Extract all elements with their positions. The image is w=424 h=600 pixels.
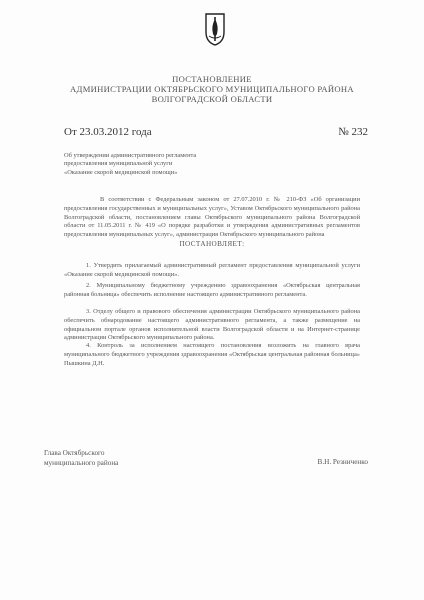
resolve-heading: ПОСТАНОВЛЯЕТ: <box>179 240 245 248</box>
authority-line-2: ВОЛГОГРАДСКОЙ ОБЛАСТИ <box>151 94 273 104</box>
coat-of-arms-icon <box>204 12 226 46</box>
document-number: № 232 <box>338 126 368 138</box>
document-date: От 23.03.2012 года <box>64 126 152 138</box>
clause-1: 1. Утвердить прилагаемый административный регламент предоставления муниципальной услуги «Оказание скорой медицинской помощи». <box>64 262 360 278</box>
document-subject: Об утверждении административного регламента предоставления муниципальной услуги «Оказание скорой медицинской помощи» <box>64 152 197 176</box>
clause-3: 3. Отделу общего и правового обеспечения администрации Октябрьского муниципального района обеспечить обнародование настоящего административного регламента, а также размещение на официальном портале органов исполнительной власти Волгоградской области и на Интернет-странице администрации Октябрьского муниципального района. <box>64 308 360 342</box>
clause-4: 4. Контроль за исполнением настоящего постановления возложить на главного врача муниципального бюджетного учреждения здравоохранения «Октябрьская центральная районная больница» Пышкина Д.Н. <box>64 342 360 367</box>
signature-title <box>44 448 118 468</box>
document-title: ПОСТАНОВЛЕНИЕ <box>172 74 252 84</box>
signature-title-line-2: муниципального района <box>44 459 119 467</box>
clause-2: 2. Муниципальному бюджетному учреждению здравоохранения «Октябрьская центральная районная больница» обеспечить исполнение настоящего административного регламента. <box>64 282 360 298</box>
signature-title-line-1: Глава Октябрьского <box>44 449 105 457</box>
authority-line-1: АДМИНИСТРАЦИИ ОКТЯБРЬСКОГО МУНИЦИПАЛЬНОГО РАЙОНА <box>70 84 354 94</box>
intro-paragraph: В соответствии с Федеральным законом от 27.07.2010 г. № 210-ФЗ «Об организации предоставления государственных и муниципальных услуг», Уставом Октябрьского муниципального района Волгоградской области, постановлением главы Октябрьского муниципального района Волгоградской области от 11.05.2011 г. № 419 «О порядке разработки и утверждения административных регламентов предоставления муниципальных услуг», администрация Октябрьского муниципального района <box>64 196 360 239</box>
signature-name: В.Н. Резниченко <box>317 458 368 466</box>
